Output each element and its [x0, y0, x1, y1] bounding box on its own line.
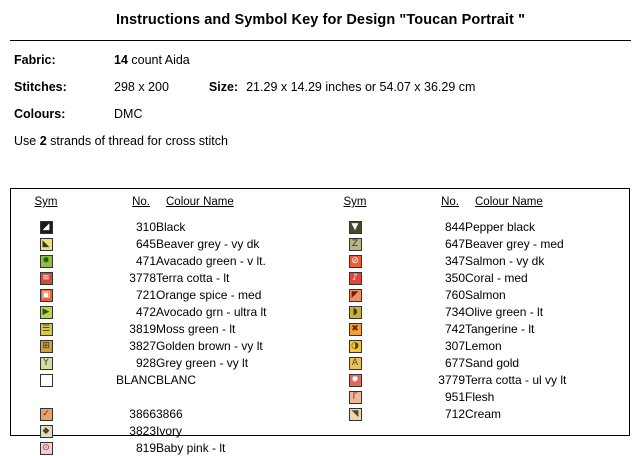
colour-name-cell: Beaver grey - med	[465, 236, 564, 251]
symbol-cell	[326, 218, 384, 235]
stitch-symbol-icon: ✓	[40, 408, 53, 421]
thread-number-cell: 350	[444, 270, 465, 285]
row-spacer	[17, 388, 314, 405]
colour-name-cell: Cream	[465, 406, 502, 421]
stitches-row	[14, 80, 627, 94]
stitch-symbol-icon: ▣	[40, 289, 53, 302]
stitch-symbol-icon	[40, 374, 53, 387]
symbol-key-box	[10, 188, 630, 455]
symbol-cell	[326, 235, 384, 252]
symbol-cell	[17, 286, 75, 303]
symbol-cell	[17, 439, 75, 456]
table-row	[326, 252, 623, 269]
symbol-cell	[326, 269, 384, 286]
symbol-key-right-body	[326, 218, 623, 422]
table-row	[17, 235, 314, 252]
stitch-symbol-icon: ▼	[349, 221, 362, 234]
stitch-symbol-icon: ◆	[40, 425, 53, 438]
stitch-symbol-icon: ◑	[349, 340, 362, 353]
table-header-row	[17, 195, 314, 218]
stitch-symbol-icon: ⊘	[349, 255, 362, 268]
stitch-symbol-icon: Γ	[349, 391, 362, 404]
size-label: Size:	[208, 80, 239, 94]
table-row	[17, 320, 314, 337]
table-row	[17, 354, 314, 371]
table-row	[17, 422, 314, 439]
fabric-rest: count Aida	[127, 53, 190, 67]
header-no: No.	[132, 196, 150, 208]
thread-number-cell: 347	[444, 253, 465, 268]
colour-name-cell: Terra cotta - lt	[156, 270, 230, 285]
symbol-cell	[17, 320, 75, 337]
thread-number-cell: 3827	[129, 338, 156, 353]
colour-name-cell: Salmon - vy dk	[465, 253, 545, 268]
table-row	[17, 337, 314, 354]
thread-number-cell: 951	[444, 389, 465, 404]
colour-name-cell: Coral - med	[465, 270, 528, 285]
strands-pre: Use	[14, 134, 40, 148]
table-header-row	[326, 195, 623, 218]
symbol-cell	[17, 218, 75, 235]
colour-name-cell: Pepper black	[465, 219, 536, 234]
size-value: 21.29 x 14.29 inches or 54.07 x 36.29 cm	[246, 80, 476, 94]
table-row	[326, 354, 623, 371]
table-row	[326, 218, 623, 235]
stitches-label: Stitches:	[14, 80, 67, 94]
stitch-symbol-icon: ≡	[40, 272, 53, 285]
table-row	[17, 439, 314, 456]
symbol-cell	[17, 405, 75, 422]
colour-name-cell: Sand gold	[465, 355, 520, 370]
thread-number-cell: 647	[444, 236, 465, 251]
symbol-cell	[17, 422, 75, 439]
symbol-key-right-column	[320, 195, 629, 435]
table-row	[17, 252, 314, 269]
fabric-label: Fabric:	[14, 53, 56, 67]
page-title: Instructions and Symbol Key for Design "Toucan Portrait "	[115, 12, 526, 28]
symbol-cell	[326, 286, 384, 303]
symbol-cell	[17, 235, 75, 252]
thread-number-cell: 307	[444, 338, 465, 353]
colour-name-cell: Black	[156, 219, 186, 234]
header-no: No.	[441, 196, 459, 208]
stitch-symbol-icon: ♪	[349, 272, 362, 285]
colour-name-cell: BLANC	[156, 372, 197, 387]
symbol-cell	[326, 388, 384, 405]
thread-number-cell: 3779	[438, 372, 465, 387]
colour-name-cell: Grey green - vy lt	[156, 355, 249, 370]
thread-number-cell: BLANC	[115, 372, 156, 387]
stitch-symbol-icon: ☰	[40, 323, 53, 336]
thread-number-cell: 760	[444, 287, 465, 302]
colour-name-cell: Golden brown - vy lt	[156, 338, 263, 353]
colours-label: Colours:	[14, 107, 66, 121]
stitch-symbol-icon: ◥	[349, 408, 362, 421]
table-row	[326, 303, 623, 320]
symbol-cell	[326, 405, 384, 422]
thread-number-cell: 3778	[129, 270, 156, 285]
table-row	[17, 371, 314, 388]
table-row	[17, 286, 314, 303]
header-sym: Sym	[34, 196, 58, 208]
header-colour-name: Colour Name	[166, 196, 234, 208]
colour-name-cell: Lemon	[465, 338, 502, 353]
symbol-cell	[17, 252, 75, 269]
thread-number-cell: 677	[444, 355, 465, 370]
thread-number-cell: 844	[444, 219, 465, 234]
thread-number-cell: 721	[135, 287, 156, 302]
thread-number-cell: 471	[135, 253, 156, 268]
thread-number-cell: 310	[135, 219, 156, 234]
symbol-key-table-right	[326, 195, 623, 422]
colour-name-cell: Ivory	[156, 423, 183, 438]
stitch-symbol-icon: ✸	[349, 374, 362, 387]
table-row	[326, 286, 623, 303]
header-sym: Sym	[343, 196, 367, 208]
table-row	[326, 235, 623, 252]
thread-number-cell: 734	[444, 304, 465, 319]
fabric-row	[14, 53, 627, 67]
thread-number-cell: 928	[135, 355, 156, 370]
strands-post: strands of thread for cross stitch	[46, 134, 228, 148]
colour-name-cell: Avocado grn - ultra lt	[156, 304, 267, 319]
thread-number-cell: 819	[135, 440, 156, 455]
thread-number-cell: 742	[444, 321, 465, 336]
symbol-cell	[17, 354, 75, 371]
stitch-symbol-icon: ⊞	[40, 340, 53, 353]
colours-value: DMC	[114, 107, 143, 121]
table-row	[326, 320, 623, 337]
symbol-cell	[326, 354, 384, 371]
table-row	[326, 269, 623, 286]
stitch-symbol-icon: ✖	[349, 323, 362, 336]
fabric-value	[114, 53, 190, 67]
colour-name-cell: Moss green - lt	[156, 321, 236, 336]
thread-number-cell: 3866	[129, 406, 156, 421]
stitch-symbol-icon: ✸	[40, 255, 53, 268]
symbol-cell	[17, 371, 75, 388]
colour-name-cell: Baby pink - lt	[156, 440, 226, 455]
table-row	[326, 337, 623, 354]
stitch-symbol-icon: ◢	[40, 221, 53, 234]
table-row	[326, 371, 623, 388]
colour-name-cell: Beaver grey - vy dk	[156, 236, 260, 251]
thread-number-cell: 712	[444, 406, 465, 421]
thread-number-cell: 3819	[129, 321, 156, 336]
stitch-symbol-icon: Y	[40, 357, 53, 370]
symbol-cell	[326, 371, 384, 388]
symbol-key-table-left	[17, 195, 314, 456]
stitch-symbol-icon: ⊙	[40, 442, 53, 455]
thread-number-cell: 472	[135, 304, 156, 319]
colour-name-cell: Orange spice - med	[156, 287, 262, 302]
stitch-symbol-icon: ◗	[349, 306, 362, 319]
symbol-key-left-body	[17, 218, 314, 456]
symbol-cell	[326, 303, 384, 320]
colour-name-cell: Olive green - lt	[465, 304, 544, 319]
thread-number-cell: 645	[135, 236, 156, 251]
strands-line	[14, 134, 627, 148]
stitch-symbol-icon: ▶	[40, 306, 53, 319]
symbol-cell	[326, 252, 384, 269]
colour-name-cell: Flesh	[465, 389, 495, 404]
stitches-value: 298 x 200	[114, 80, 169, 94]
colours-row	[14, 107, 627, 121]
header-colour-name: Colour Name	[475, 196, 543, 208]
table-row	[326, 405, 623, 422]
symbol-cell	[17, 269, 75, 286]
strands-count: 2	[39, 134, 47, 148]
table-row	[326, 388, 623, 405]
symbol-key-left-column	[11, 195, 320, 455]
table-row	[17, 303, 314, 320]
stitch-symbol-icon: ◣	[40, 238, 53, 251]
table-row	[17, 269, 314, 286]
colour-name-cell: Avacado green - v lt.	[156, 253, 266, 268]
colour-name-cell: Tangerine - lt	[465, 321, 535, 336]
symbol-cell	[326, 320, 384, 337]
stitch-symbol-icon: Z	[349, 238, 362, 251]
symbol-cell	[17, 303, 75, 320]
thread-number-cell: 3823	[129, 423, 156, 438]
info-block	[14, 41, 627, 121]
table-row	[17, 405, 314, 422]
symbol-cell	[17, 337, 75, 354]
colour-name-cell: Salmon	[465, 287, 506, 302]
stitch-symbol-icon: ◤	[349, 289, 362, 302]
colour-name-cell: 3866	[156, 406, 183, 421]
symbol-cell	[326, 337, 384, 354]
table-row	[17, 218, 314, 235]
fabric-count: 14	[114, 53, 128, 67]
colour-name-cell: Terra cotta - ul vy lt	[465, 372, 567, 387]
stitch-symbol-icon: A	[349, 357, 362, 370]
